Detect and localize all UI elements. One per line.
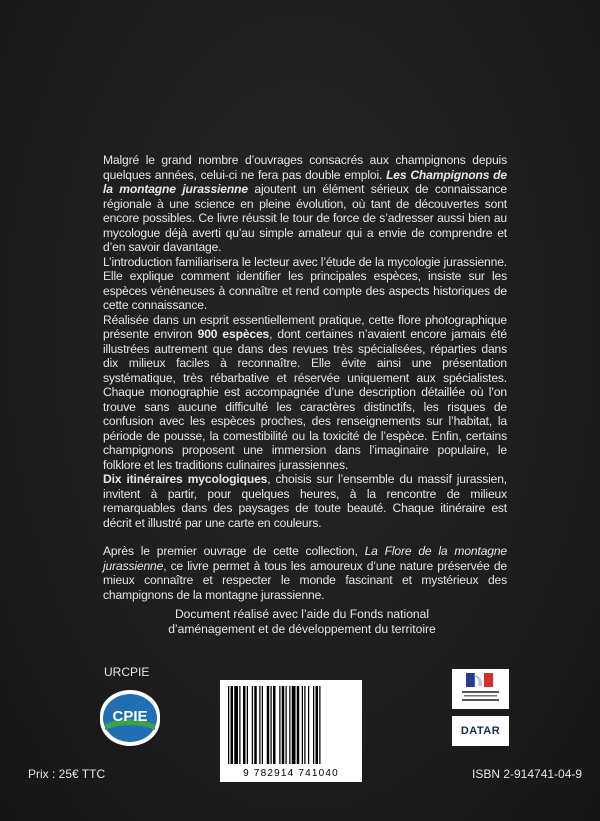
barcode-bar xyxy=(271,686,272,764)
barcode-bar xyxy=(289,686,290,764)
barcode-bar xyxy=(273,686,276,764)
p1-text-cont: ajoutent un élément sérieux de connaissance régionale à une science en pleine évolution, où tant de découvertes sont encore possibles. Ce livre réussit le tour de force de s’adresser aussi bien au mycologue déjà averti qu’au simple amateur qui a envie de comprendre et d’en savoir davantage. xyxy=(103,182,508,254)
barcode-digits: 9 782914 741040 xyxy=(243,768,339,779)
barcode-bar xyxy=(308,686,309,764)
cpie-logo xyxy=(100,690,160,746)
p5-text: Après le premier ouvrage de cette collection, xyxy=(103,544,365,558)
barcode-bar xyxy=(254,686,257,764)
credit-line-1: Document réalisé avec l’aide du Fonds national xyxy=(174,607,430,621)
credit-line-2: d’aménagement et de développement du territoire xyxy=(168,622,436,636)
p5-text-cont: , ce livre permet à tous les amoureux d’une nature préservée de mieux connaître et respecter le monde fascinant et mystérieux des champignons de la montagne jurassienne. xyxy=(103,558,507,602)
barcode-bar xyxy=(267,686,270,764)
barcode-bar xyxy=(231,686,234,764)
collection-title: La Flore de la montagne jurassienne xyxy=(103,544,507,573)
barcode-bar xyxy=(247,686,248,764)
p4-text: , choisis sur l’ensemble du massif jurassien, invitent à partir, pour quelques heures, à la rencontre de milieux remarquables dans des paysages de toute beauté. Chaque itinéraire est décrit et illustré par une carte en couleurs. xyxy=(103,472,508,530)
paragraph-2: L’introduction familiarisera le lecteur avec l’étude de la mycologie jurassienne. Elle explique comment identifier les principales espèces, insiste sur les espèces vénéneuses à connaître et rend compte des aspects historiques de cette connaissance. xyxy=(103,254,507,312)
isbn-barcode xyxy=(220,680,362,782)
price-label: Prix : 25€ TTC xyxy=(28,767,106,781)
cpie-logo-text: CPIE xyxy=(112,708,148,725)
itineraries-title: Dix itinéraires mycologiques xyxy=(103,472,268,486)
barcode-bar xyxy=(279,686,280,764)
book-title: Les Champignons de la montagne jurassienne xyxy=(103,167,507,196)
barcode-bar xyxy=(282,686,285,764)
blurb-text xyxy=(103,153,507,602)
paragraph-5 xyxy=(103,544,507,602)
isbn-label: ISBN 2-914741-04-9 xyxy=(472,767,583,781)
barcode-bar xyxy=(304,686,305,764)
p1-text: Malgré le grand nombre d’ouvrages consacrés aux champignons depuis quelques années, celui-ci ne fera pas double emploi. xyxy=(103,153,507,182)
paragraph-3 xyxy=(103,313,507,473)
barcode-bar xyxy=(252,686,253,764)
barcode-bar xyxy=(319,686,320,764)
barcode-bar xyxy=(286,686,287,764)
barcode-bar xyxy=(292,686,296,764)
species-count: 900 espèces xyxy=(197,327,270,341)
barcode-bar xyxy=(316,686,319,764)
paragraph-1 xyxy=(103,153,507,255)
barcode-bar xyxy=(302,686,303,764)
barcode-bar xyxy=(259,686,260,764)
barcode-bar xyxy=(313,686,314,764)
paragraph-4 xyxy=(103,472,507,530)
barcode-bar xyxy=(239,686,240,764)
barcode-bar xyxy=(243,686,246,764)
barcode-bar xyxy=(262,686,263,764)
barcode-bar xyxy=(228,686,229,764)
barcode-bar xyxy=(234,686,238,764)
datar-logo: DATAR xyxy=(452,716,509,746)
p3-text-cont: , dont certaines n’avaient encore jamais été illustrées autrement que dans des revues très spécialisées, réparties dans dix milieux faciles à reconnaître. Elle évite ainsi une présentation systématique, très rébarbative et réservée uniquement aux spécialistes. Chaque monographie est accompagnée d’une description détaillée où l’on trouve sans aucune difficulté les caractères distinctifs, les risques de confusion avec les espèces proches, des renseignements sur l’habitat, la période de pousse, la comestibilité ou la toxicité de l’espèce. Enfin, certains champignons proposent une immersion dans l’imaginaire populaire, le folklore et les traditions culinaires jurassiennes. xyxy=(103,327,507,472)
barcode-bar xyxy=(297,686,300,764)
funding-credit xyxy=(150,607,454,637)
urcpie-label: URCPIE xyxy=(104,665,150,679)
republique-francaise-logo xyxy=(452,669,509,709)
p3-text: Réalisée dans un esprit essentiellement pratique, cette flore photographique présente environ xyxy=(103,312,507,341)
